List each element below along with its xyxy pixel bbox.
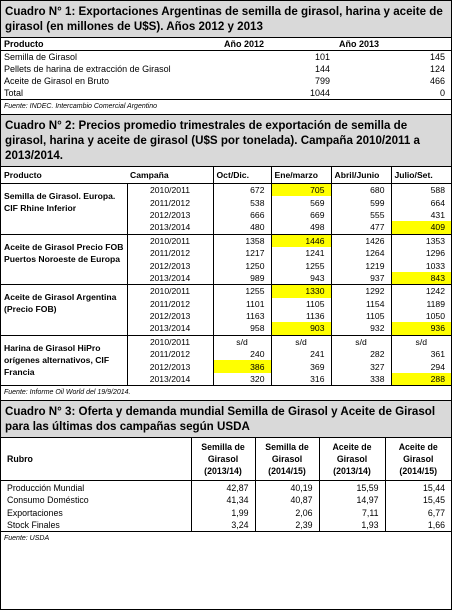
table-cell: Total [4, 88, 24, 98]
column-header: Año 2012 [221, 38, 336, 51]
price-cell: 1219 [331, 259, 391, 271]
campaign-cell: 2011/2012 [150, 298, 190, 309]
price-cell: 1255 [271, 259, 331, 271]
table-row [1, 51, 451, 64]
price-cell: 538 [213, 196, 271, 208]
cuadro-2-source: Fuente: Informe Oil World del 19/9/2014. [1, 385, 451, 400]
table-header-row [1, 167, 451, 184]
price-cell: 316 [271, 373, 331, 385]
table-cell: Stock Finales [7, 520, 60, 530]
table-row [1, 63, 451, 75]
price-cell: 989 [213, 272, 271, 285]
price-cell: 480 [213, 221, 271, 234]
campaign-cell: 2010/2011 [127, 285, 213, 298]
table-row [1, 519, 451, 532]
cuadro-3-title: Cuadro N° 3: Oferta y demanda mundial Semilla de Girasol y Aceite de Girasol para las últimas dos campañas según USDA [1, 401, 451, 438]
price-cell: 672 [213, 184, 271, 197]
price-cell: 1217 [213, 247, 271, 259]
cuadro-2-title: Cuadro N° 2: Precios promedio trimestrales de exportación de semilla de girasol, harina y aceite de girasol (U$S por tonelada). Campaña 2010/2011 a 2013/2014. [1, 115, 451, 167]
product-name: Aceite de Girasol Argentina (Precio FOB) [1, 285, 127, 336]
highlighted-price-cell: 1446 [271, 234, 331, 247]
price-cell: 555 [331, 209, 391, 221]
price-cell: 361 [391, 348, 451, 360]
table-row [1, 184, 451, 197]
table-row [1, 494, 451, 507]
table-cell: Consumo Doméstico [7, 495, 89, 505]
column-header: Abril/Junio [331, 167, 391, 184]
column-header: Semilla de Girasol (2013/14) [191, 438, 255, 481]
table-header-row [1, 438, 451, 481]
table-row [1, 75, 451, 87]
table-row [1, 285, 451, 298]
table-cell: 2,06 [255, 506, 319, 519]
campaign-cell: 2011/2012 [150, 349, 190, 360]
cuadro-2-table [1, 167, 451, 385]
price-cell: 1033 [391, 259, 451, 271]
price-cell: 1242 [391, 285, 451, 298]
table-cell: 7,11 [319, 506, 385, 519]
price-cell: 599 [331, 196, 391, 208]
table-cell: 6,77 [385, 506, 451, 519]
campaign-cell: 2012/2013 [149, 311, 191, 322]
table-cell: 40,19 [255, 481, 319, 494]
column-header: Semilla de Girasol (2014/15) [255, 438, 319, 481]
table-row [1, 506, 451, 519]
price-cell: 294 [391, 360, 451, 372]
table-cell: 101 [314, 52, 330, 62]
campaign-cell: 2012/2013 [149, 260, 191, 271]
cuadro-3 [1, 401, 451, 546]
campaign-cell: 2013/2014 [149, 222, 191, 233]
campaign-cell: 2013/2014 [149, 374, 191, 385]
price-cell: 1353 [391, 234, 451, 247]
table-cell: 3,24 [191, 519, 255, 532]
highlighted-price-cell: 409 [391, 221, 451, 234]
table-cell: 144 [314, 64, 330, 74]
price-cell: 477 [331, 221, 391, 234]
price-cell: s/d [331, 335, 391, 348]
cuadro-2 [1, 115, 451, 401]
cuadro-1 [1, 1, 451, 115]
price-cell: s/d [391, 335, 451, 348]
product-name: Aceite de Girasol Precio FOB Puertos Noroeste de Europa [1, 234, 127, 285]
price-cell: 664 [391, 196, 451, 208]
price-cell: 943 [271, 272, 331, 285]
price-cell: 369 [271, 360, 331, 372]
campaign-cell: 2013/2014 [149, 323, 191, 334]
price-cell: 241 [271, 348, 331, 360]
campaign-cell: 2011/2012 [150, 197, 190, 208]
price-cell: 1264 [331, 247, 391, 259]
price-cell: 338 [331, 373, 391, 385]
table-cell: 1,99 [191, 506, 255, 519]
campaign-cell: 2013/2014 [149, 272, 191, 283]
table-cell: 1,66 [385, 519, 451, 532]
price-cell: 1136 [271, 310, 331, 322]
table-cell: 466 [429, 76, 445, 86]
price-cell: 1426 [331, 234, 391, 247]
column-header: Campaña [127, 167, 213, 184]
price-cell: 588 [391, 184, 451, 197]
table-cell: 41,34 [191, 494, 255, 507]
price-cell: 1296 [391, 247, 451, 259]
table-cell: 0 [439, 88, 445, 98]
table-row [1, 87, 451, 99]
highlighted-price-cell: 705 [271, 184, 331, 197]
table-row [1, 481, 451, 494]
table-cell: 124 [429, 64, 445, 74]
product-name: Semilla de Girasol. Europa. CIF Rhine Inferior [1, 184, 127, 235]
price-cell: 1250 [213, 259, 271, 271]
table-header-row [1, 38, 451, 51]
price-cell: 1358 [213, 234, 271, 247]
highlighted-price-cell: 288 [391, 373, 451, 385]
campaign-cell: 2011/2012 [150, 248, 190, 259]
table-row [1, 234, 451, 247]
table-cell: 15,45 [385, 494, 451, 507]
cuadro-1-source: Fuente: INDEC. Intercambio Comercial Argentino [1, 99, 451, 114]
price-cell: 431 [391, 209, 451, 221]
price-cell: 1105 [331, 310, 391, 322]
column-header: Julio/Set. [391, 167, 451, 184]
table-cell: Semilla de Girasol [4, 52, 78, 62]
price-cell: 1189 [391, 298, 451, 310]
price-cell: 240 [213, 348, 271, 360]
price-cell: 937 [331, 272, 391, 285]
campaign-cell: 2010/2011 [127, 234, 213, 247]
price-cell: 1163 [213, 310, 271, 322]
column-header: Producto [1, 38, 221, 51]
highlighted-price-cell: 903 [271, 322, 331, 335]
column-header: Producto [1, 167, 127, 184]
highlighted-price-cell: 1330 [271, 285, 331, 298]
column-header: Rubro [1, 438, 191, 481]
table-cell: Pellets de harina de extracción de Girasol [4, 64, 171, 74]
table-cell: 2,39 [255, 519, 319, 532]
table-cell: Producción Mundial [7, 482, 85, 493]
table-cell: 15,44 [385, 481, 451, 494]
column-header: Ene/marzo [271, 167, 331, 184]
table-cell: Exportaciones [7, 507, 63, 518]
cuadro-3-source: Fuente: USDA [1, 531, 451, 546]
price-cell: 282 [331, 348, 391, 360]
price-cell: 1101 [213, 298, 271, 310]
table-cell: 14,97 [319, 494, 385, 507]
column-header: Año 2013 [336, 38, 451, 51]
table-cell: 15,59 [319, 481, 385, 494]
table-cell: 42,87 [191, 481, 255, 494]
price-cell: 1050 [391, 310, 451, 322]
highlighted-price-cell: 843 [391, 272, 451, 285]
table-cell: 799 [314, 76, 330, 86]
price-cell: 680 [331, 184, 391, 197]
table-cell: 1,93 [319, 519, 385, 532]
table-cell: Aceite de Girasol en Bruto [4, 76, 110, 86]
product-name: Harina de Girasol HiPro orígenes alternativos, CIF Francia [1, 335, 127, 385]
price-cell: 1255 [213, 285, 271, 298]
price-cell: 320 [213, 373, 271, 385]
price-cell: 1154 [331, 298, 391, 310]
price-cell: s/d [213, 335, 271, 348]
price-cell: 327 [331, 360, 391, 372]
table-cell: 145 [429, 52, 445, 62]
cuadro-1-title: Cuadro N° 1: Exportaciones Argentinas de semilla de girasol, harina y aceite de girasol (en millones de U$S). Años 2012 y 2013 [1, 1, 451, 38]
price-cell: 1292 [331, 285, 391, 298]
price-cell: 498 [271, 221, 331, 234]
column-header: Oct/Dic. [213, 167, 271, 184]
price-cell: 932 [331, 322, 391, 335]
price-cell: s/d [271, 335, 331, 348]
price-cell: 1105 [271, 298, 331, 310]
highlighted-price-cell: 936 [391, 322, 451, 335]
highlighted-price-cell: 386 [213, 360, 271, 372]
table-cell: 1044 [309, 88, 330, 98]
cuadro-3-table [1, 438, 451, 531]
price-cell: 666 [213, 209, 271, 221]
price-cell: 1241 [271, 247, 331, 259]
campaign-cell: 2012/2013 [149, 209, 191, 220]
price-cell: 569 [271, 196, 331, 208]
table-cell: 40,87 [255, 494, 319, 507]
campaign-cell: 2012/2013 [149, 361, 191, 372]
cuadro-1-table [1, 38, 451, 99]
campaign-cell: 2010/2011 [127, 184, 213, 197]
table-row [1, 335, 451, 348]
price-cell: 958 [213, 322, 271, 335]
column-header: Aceite de Girasol (2013/14) [319, 438, 385, 481]
campaign-cell: 2010/2011 [127, 335, 213, 348]
price-cell: 669 [271, 209, 331, 221]
column-header: Aceite de Girasol (2014/15) [385, 438, 451, 481]
